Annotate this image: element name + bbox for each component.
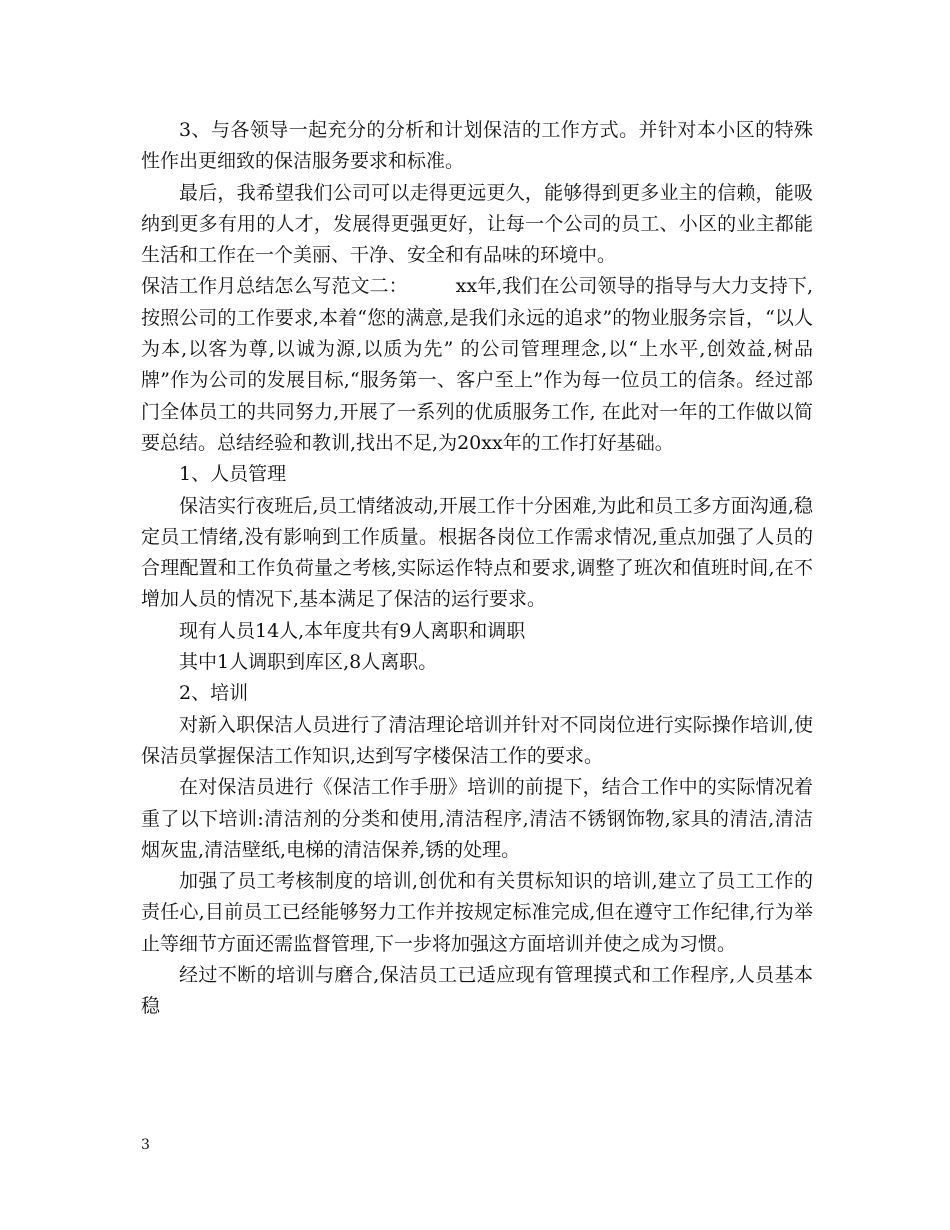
- paragraph-5: 保洁实行夜班后,员工情绪波动,开展工作十分困难,为此和员工多方面沟通,稳定员工情绪,没有影响到工作质量。根据各岗位工作需求情况,重点加强了人员的合理配置和工作负荷量之考核,实际运作特点和要求,调整了班次和值班时间,在不增加人员的情况下,基本满足了保洁的运行要求。: [141, 494, 813, 611]
- section-title-personnel: 1、人员管理: [179, 463, 287, 486]
- paragraph-7: 其中1人调职到库区,8人离职。: [179, 651, 438, 674]
- section-heading: 保洁工作月总结怎么写范文二：: [141, 275, 408, 298]
- paragraph-11: 加强了员工考核制度的培训,创优和有关贯标知识的培训,建立了员工工作的责任心,目前员工已经能够努力工作并按规定标准完成,但在遵守工作纪律,行为举止等细节方面还需监督管理,下一步将加强这方面培训并使之成为习惯。: [141, 870, 813, 955]
- paragraph-6: 现有人员14人,本年度共有9人离职和调职: [179, 619, 526, 642]
- paragraph-12: 经过不断的培训与磨合,保洁员工已适应现有管理摸式和工作程序,人员基本稳: [141, 964, 813, 1018]
- paragraph-10: 在对保洁员进行《保洁工作手册》培训的前提下，结合工作中的实际情况着重了以下培训:清洁剂的分类和使用,清洁程序,清洁不锈钢饰物,家具的清洁,清洁烟灰盅,清洁壁纸,电梯的清洁保养,锈的处理。: [141, 776, 813, 861]
- paragraph-9: 对新入职保洁人员进行了清洁理论培训并针对不同岗位进行实际操作培训,使保洁员掌握保洁工作知识,达到写字楼保洁工作的要求。: [141, 713, 813, 767]
- paragraph-2: 最后，我希望我们公司可以走得更远更久，能够得到更多业主的信赖，能吸纳到更多有用的人才，发展得更强更好，让每一个公司的员工、小区的业主都能生活和工作在一个美丽、干净、安全和有品味的环境中。: [141, 181, 813, 267]
- paragraph-3-text: xx年,我们在公司领导的指导与大力支持下,按照公司的工作要求,本着“您的满意,是我们永远的追求”的物业服务宗旨，“以人为本,以客为尊,以诚为源,以质为先” 的公司管理理念,以“上水平,创效益,树品牌”作为公司的发展目标,“服务第一、客户至上”作为每一位员工的信条。经过部门全体员工的共同努力,开展了一系列的优质服务工作, 在此对一年的工作做以简要总结。总结经验和教训,找出不足,为20xx年的工作打好基础。: [141, 275, 813, 454]
- paragraph-3: [141, 271, 813, 459]
- section-title-training: 2、培训: [179, 682, 249, 705]
- body-text: [141, 115, 813, 1023]
- paragraph-1: 3、与各领导一起充分的分析和计划保洁的工作方式。并针对本小区的特殊性作出更细致的保洁服务要求和标准。: [141, 119, 813, 173]
- page-number: 3: [141, 1137, 150, 1153]
